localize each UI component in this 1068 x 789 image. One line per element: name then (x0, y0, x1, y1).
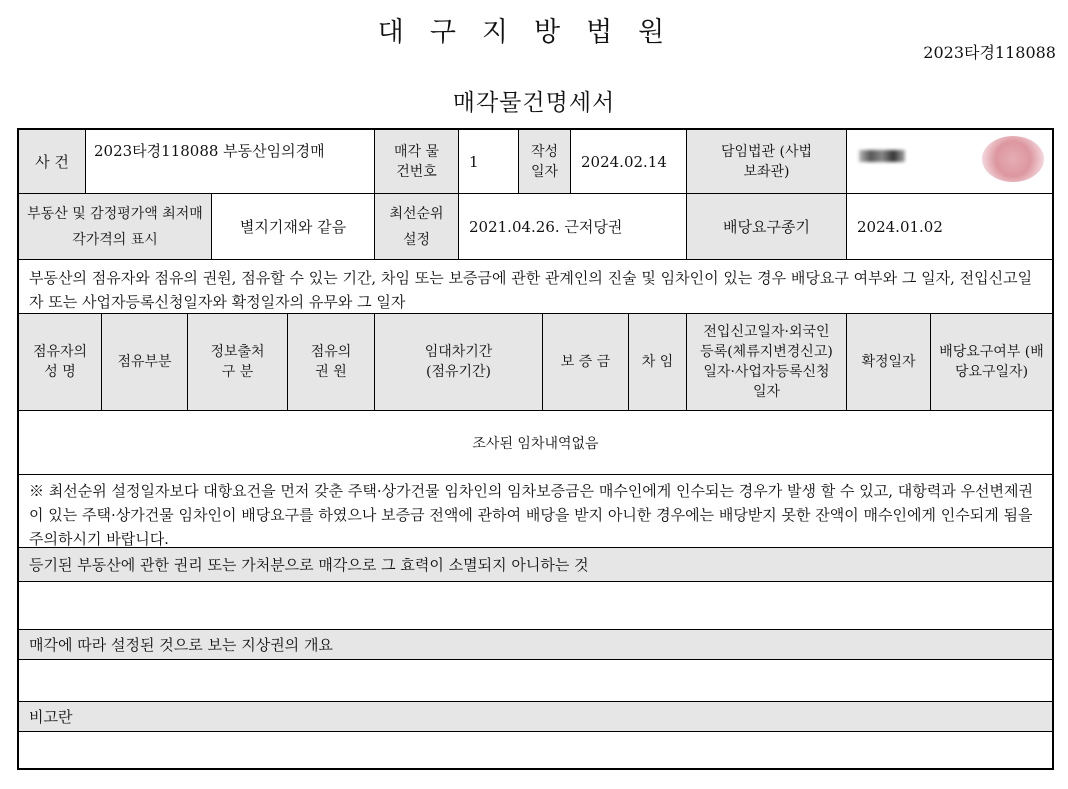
section-remarks: 비고란 (19, 702, 1052, 732)
section-surface-rights: 매각에 따라 설정된 것으로 보는 지상권의 개요 (19, 630, 1052, 660)
col-fixed-date: 확정일자 (847, 314, 931, 411)
deadline-label: 배당요구종기 (687, 194, 847, 260)
section-remarks-content (19, 732, 1052, 768)
section-surface-rights-content (19, 660, 1052, 702)
no-tenant-text: 조사된 임차내역없음 (19, 411, 1052, 475)
document-title: 매각물건명세서 (452, 90, 616, 116)
price-value: 별지기재와 같음 (212, 194, 375, 260)
date-label: 작성 일자 (519, 130, 571, 194)
occupancy-note: 부동산의 점유자와 점유의 권원, 점유할 수 있는 기간, 차임 또는 보증금에 관한 관계인의 진술 및 임차인이 있는 경우 배당요구 여부와 그 일자, 전입신고일자 또는 사업자등록신청일자와 확정일자의 유무와 그 일자 (19, 260, 1052, 314)
item-number-value: 1 (459, 130, 519, 194)
col-occupied-part: 점유부분 (102, 314, 188, 411)
item-number-label: 매각 물건번호 (375, 130, 459, 194)
date-value: 2024.02.14 (571, 130, 687, 194)
col-rent: 차 임 (629, 314, 687, 411)
case-value: 2023타경118088 부동산임의경매 (86, 130, 375, 194)
redacted-name (859, 150, 905, 162)
section-unextinguished-rights-content (19, 582, 1052, 630)
judge-label: 담임법관 (사법보좌관) (687, 130, 847, 194)
section-unextinguished-rights: 등기된 부동산에 관한 권리 또는 가처분으로 매각으로 그 효력이 소멸되지 아니하는 것 (19, 548, 1052, 582)
price-label: 부동산 및 감정평가액 최저매각가격의 표시 (19, 194, 212, 260)
court-seal-icon (982, 136, 1044, 182)
judge-value (847, 130, 1052, 194)
court-name: 대구지방법원 (377, 17, 691, 48)
col-deposit: 보 증 금 (543, 314, 629, 411)
case-label: 사 건 (19, 130, 86, 194)
case-number-top: 2023타경118088 (923, 43, 1056, 62)
col-info-source: 정보출처 구 분 (188, 314, 288, 411)
col-occupant-name: 점유자의 성 명 (19, 314, 102, 411)
statement-table (17, 128, 1054, 770)
priority-label: 최선순위 설정 (375, 194, 459, 260)
warning-note: ※ 최선순위 설정일자보다 대항요건을 먼저 갖춘 주택·상가건물 임차인의 임차보증금은 매수인에게 인수되는 경우가 발생 할 수 있고, 대항력과 우선변제권이 있는 주택·상가건물 임차인이 배당요구를 하였으나 보증금 전액에 관하여 배당을 받지 아니한 경우에는 배당받지 못한 잔액이 매수인에게 인수되게 됨을 주의하시기 바랍니다. (19, 475, 1052, 548)
col-dividend-request: 배당요구여부 (배당요구일자) (931, 314, 1052, 411)
deadline-value: 2024.01.02 (847, 194, 1052, 260)
col-occupancy-title: 점유의 권 원 (288, 314, 375, 411)
col-move-in-date: 전입신고일자·외국인등록(체류지변경신고)일자·사업자등록신청일자 (687, 314, 847, 411)
col-lease-period: 임대차기간 (점유기간) (375, 314, 543, 411)
priority-value: 2021.04.26. 근저당권 (459, 194, 687, 260)
